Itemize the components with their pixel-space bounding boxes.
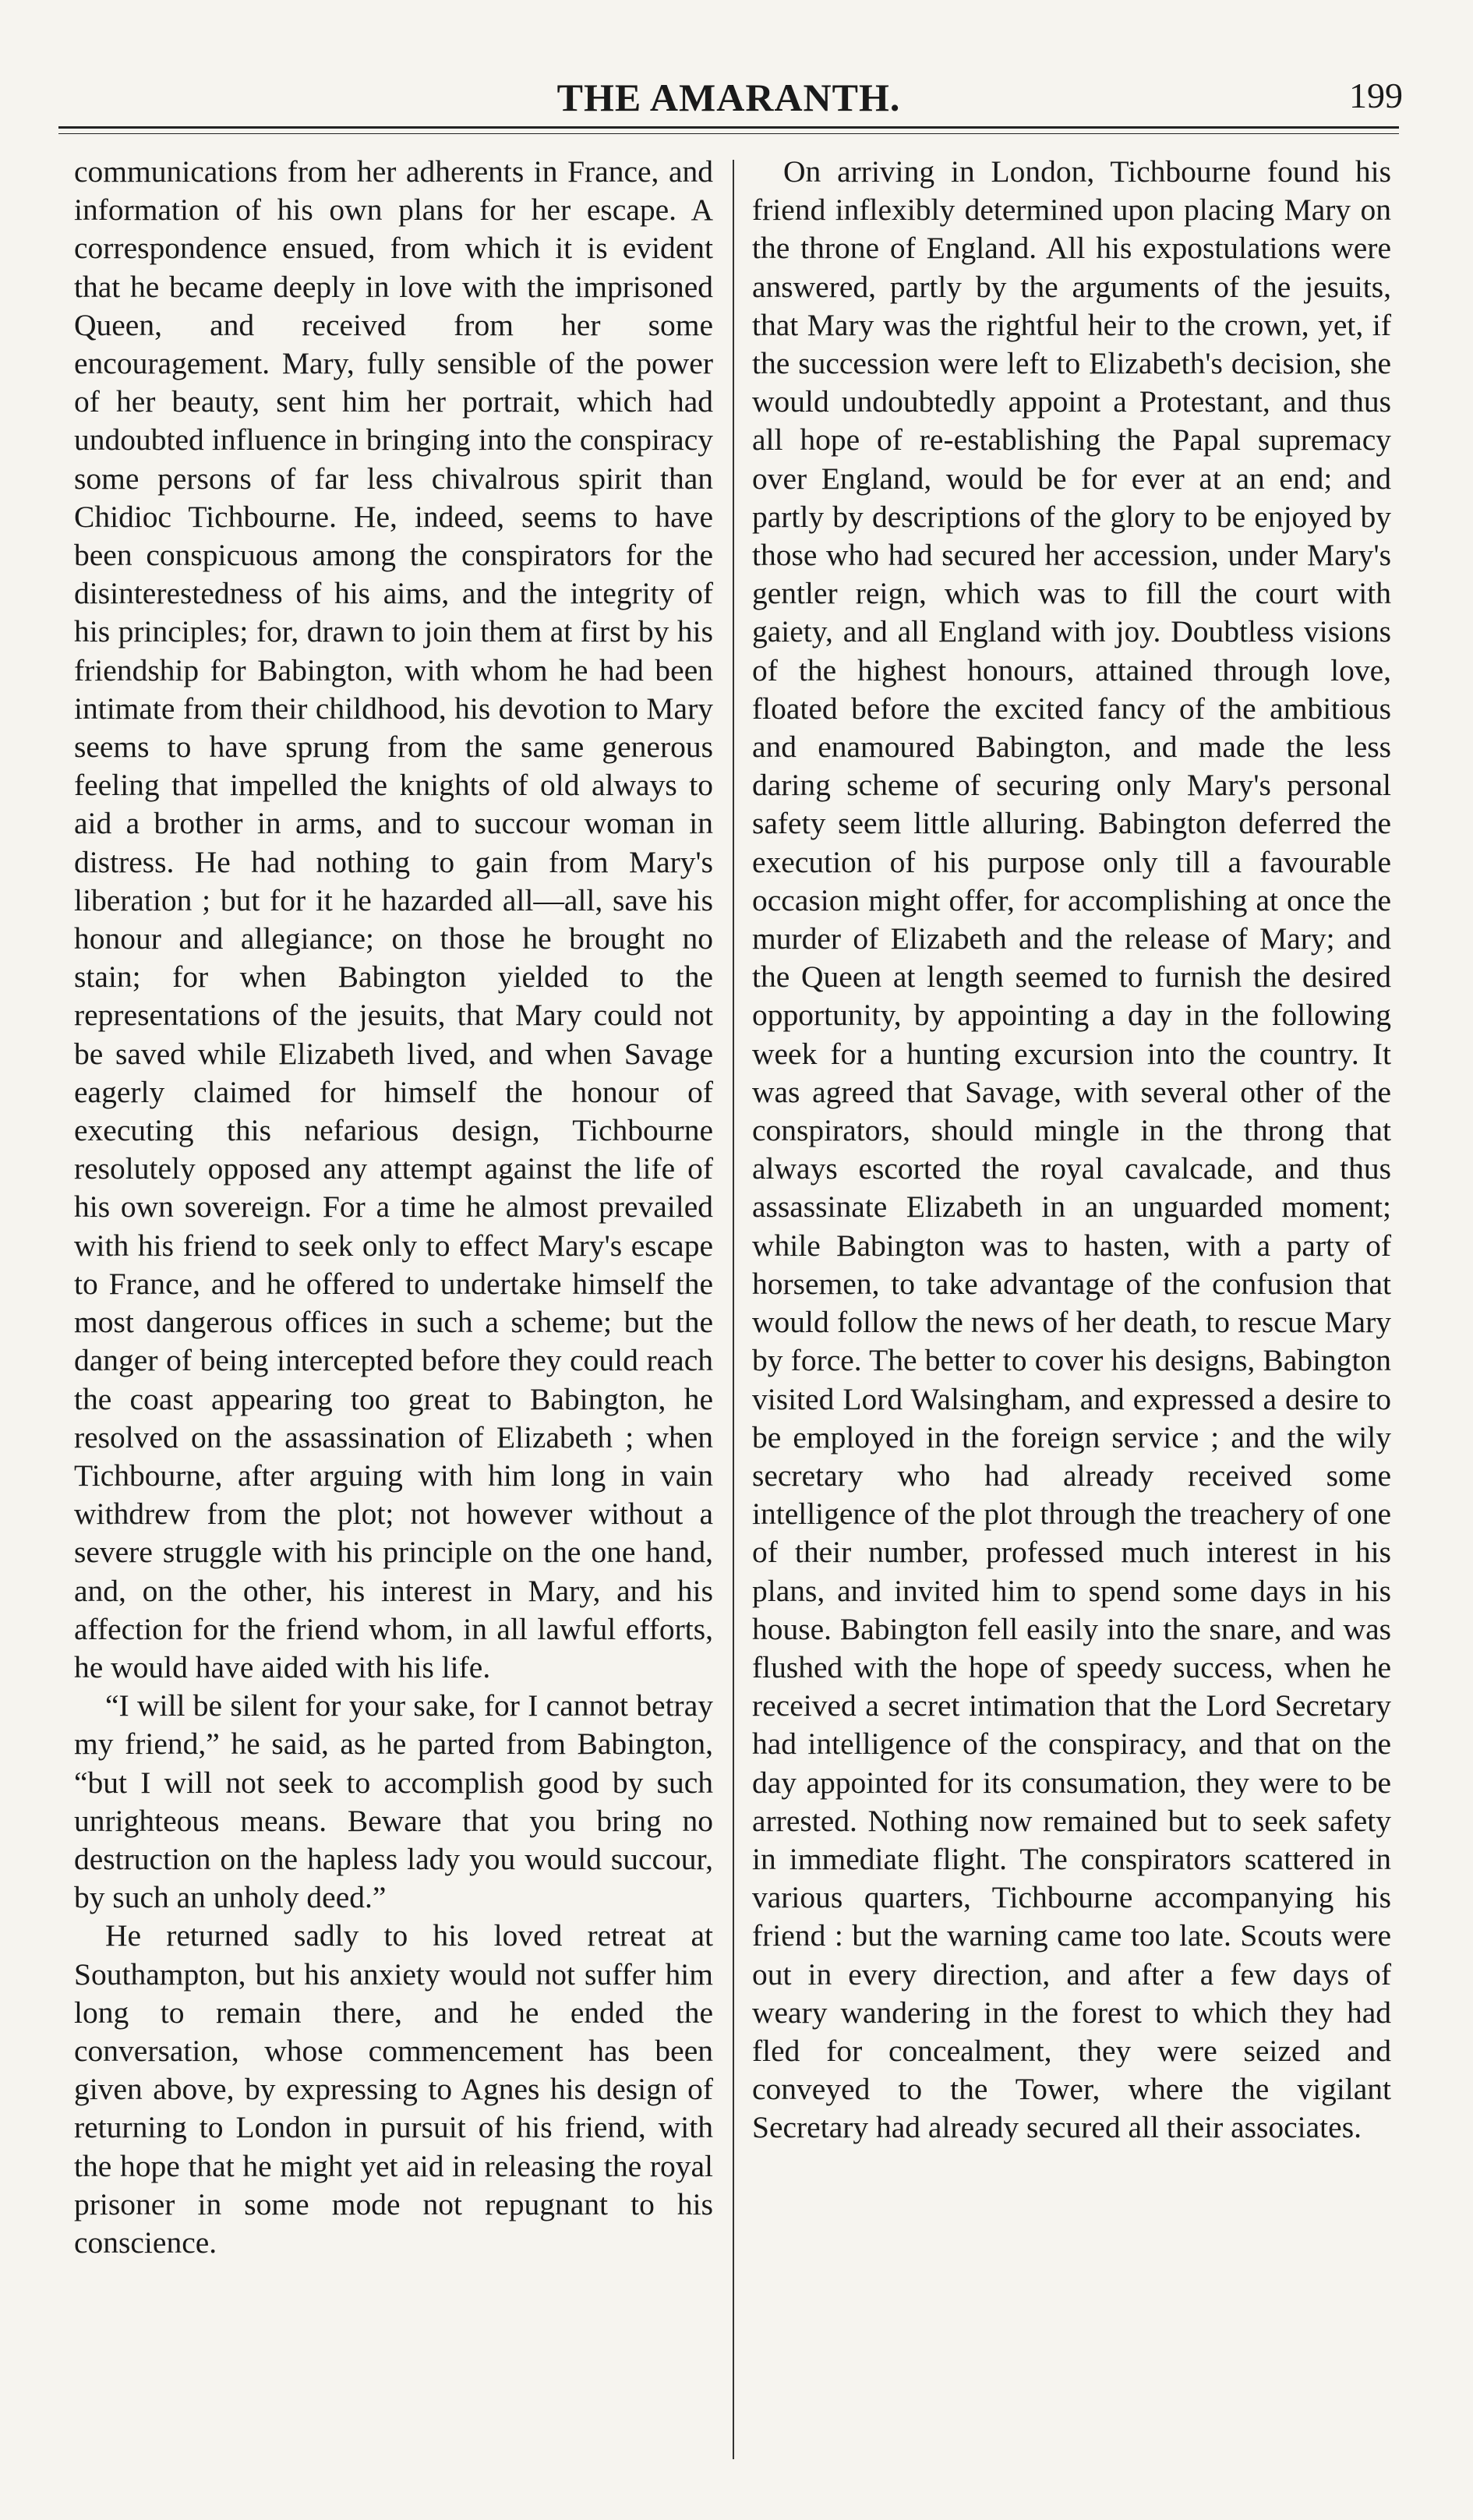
paragraph: “I will be silent for your sake, for I cannot betray my friend,” he said, as he parted from Babington, “but I will not seek to accomplish good by such unrighteous means. Beware that you bring no destruction on the hapless lady you would succour, by such an unholy deed.” bbox=[74, 1688, 713, 1915]
left-column bbox=[74, 153, 713, 2262]
running-title: THE AMARANTH. bbox=[556, 76, 901, 119]
right-column bbox=[752, 153, 1391, 2147]
header-rule bbox=[58, 126, 1399, 134]
column-divider bbox=[733, 160, 734, 2459]
paragraph: He returned sadly to his loved retreat at Southampton, but his anxiety would not suffer him long to remain there, and he ended the conversation, whose commencement has been given above, by expressing to Agnes his design of returning to London in pursuit of his friend, with the hope that he might yet aid in releasing the royal prisoner in some mode not repugnant to his conscience. bbox=[74, 1918, 713, 2260]
page-header bbox=[55, 75, 1403, 129]
paragraph: communications from her adherents in France, and information of his own plans for her escape. A correspondence ensued, from which it is evident that he became deeply in love with the imprisoned Queen, and received from her some encouragement. Mary, fully sensible of the power of her beauty, sent him her portrait, which had undoubted influence in bringing into the conspiracy some persons of far less chivalrous spirit than Chidioc Tichbourne. He, indeed, seems to have been conspicuous among the conspirators for the disinterestedness of his aims, and the integrity of his principles; for, drawn to join them at first by his friendship for Babington, with whom he had been intimate from their childhood, his devotion to Mary seems to have sprung from the same generous feeling that impelled the knights of old always to aid a brother in arms, and to succour woman in distress. He had nothing to gain from Mary's liberation ; but for it he hazarded all—all, save his honour and allegiance; on those he brought no stain; for when Babington yielded to the representations of the jesuits, that Mary could not be saved while Elizabeth lived, and when Savage eagerly claimed for himself the honour of executing this nefarious design, Tichbourne resolutely opposed any attempt against the life of his own sovereign. For a time he almost prevailed with his friend to seek only to effect Mary's escape to France, and he offered to undertake himself the most dangerous offices in such a scheme; but the danger of being intercepted before they could reach the coast appearing too great to Babington, he resolved on the assassination of Elizabeth ; when Tichbourne, after arguing with him long in vain withdrew from the plot; not however without a severe struggle with his principle on the one hand, and, on the other, his interest in Mary, and his affection for the friend whom, in all lawful efforts, he would have aided with his life. bbox=[74, 154, 713, 1684]
paragraph: On arriving in London, Tichbourne found his friend inflexibly determined upon placing Mary on the throne of England. All his expostulations were answered, partly by the arguments of the jesuits, that Mary was the rightful heir to the crown, yet, if the succession were left to Elizabeth's decision, she would undoubtedly appoint a Protestant, and thus all hope of re-establishing the Papal supremacy over England, would be for ever at an end; and partly by descriptions of the glory to be enjoyed by those who had secured her accession, under Mary's gentler reign, which was to fill the court with gaiety, and all England with joy. Doubtless visions of the highest honours, attained through love, floated before the excited fancy of the ambitious and enamoured Babington, and made the less daring scheme of securing only Mary's personal safety seem little alluring. Babington deferred the execution of his purpose only till a favourable occasion might offer, for accomplishing at once the murder of Elizabeth and the release of Mary; and the Queen at length seemed to furnish the desired opportunity, by appointing a day in the following week for a hunting excursion into the country. It was agreed that Savage, with several other of the conspirators, should mingle in the throng that always escorted the royal cavalcade, and thus assassinate Elizabeth in an unguarded moment; while Babington was to hasten, with a party of horsemen, to take advantage of the confusion that would follow the news of her death, to rescue Mary by force. The better to cover his designs, Babington visited Lord Walsingham, and expressed a desire to be employed in the foreign service ; and the wily secretary who had already received some intelligence of the plot through the treachery of one of their number, professed much interest in his plans, and invited him to spend some days in his house. Babington fell easily into the snare, and was flushed with the hope of speedy success, when he received a secret intimation that the Lord Secretary had intelligence of the conspiracy, and that on the day appointed for its consumation, they were to be arrested. Nothing now remained but to seek safety in immediate flight. The conspirators scattered in various quarters, Tichbourne accompanying his friend : but the warning came too late. Scouts were out in every direction, and after a few days of weary wandering in the forest to which they had fled for concealment, they were seized and conveyed to the Tower, where the vigilant Secretary had already secured all their associates. bbox=[752, 154, 1391, 2145]
page-number: 199 bbox=[1349, 76, 1403, 115]
